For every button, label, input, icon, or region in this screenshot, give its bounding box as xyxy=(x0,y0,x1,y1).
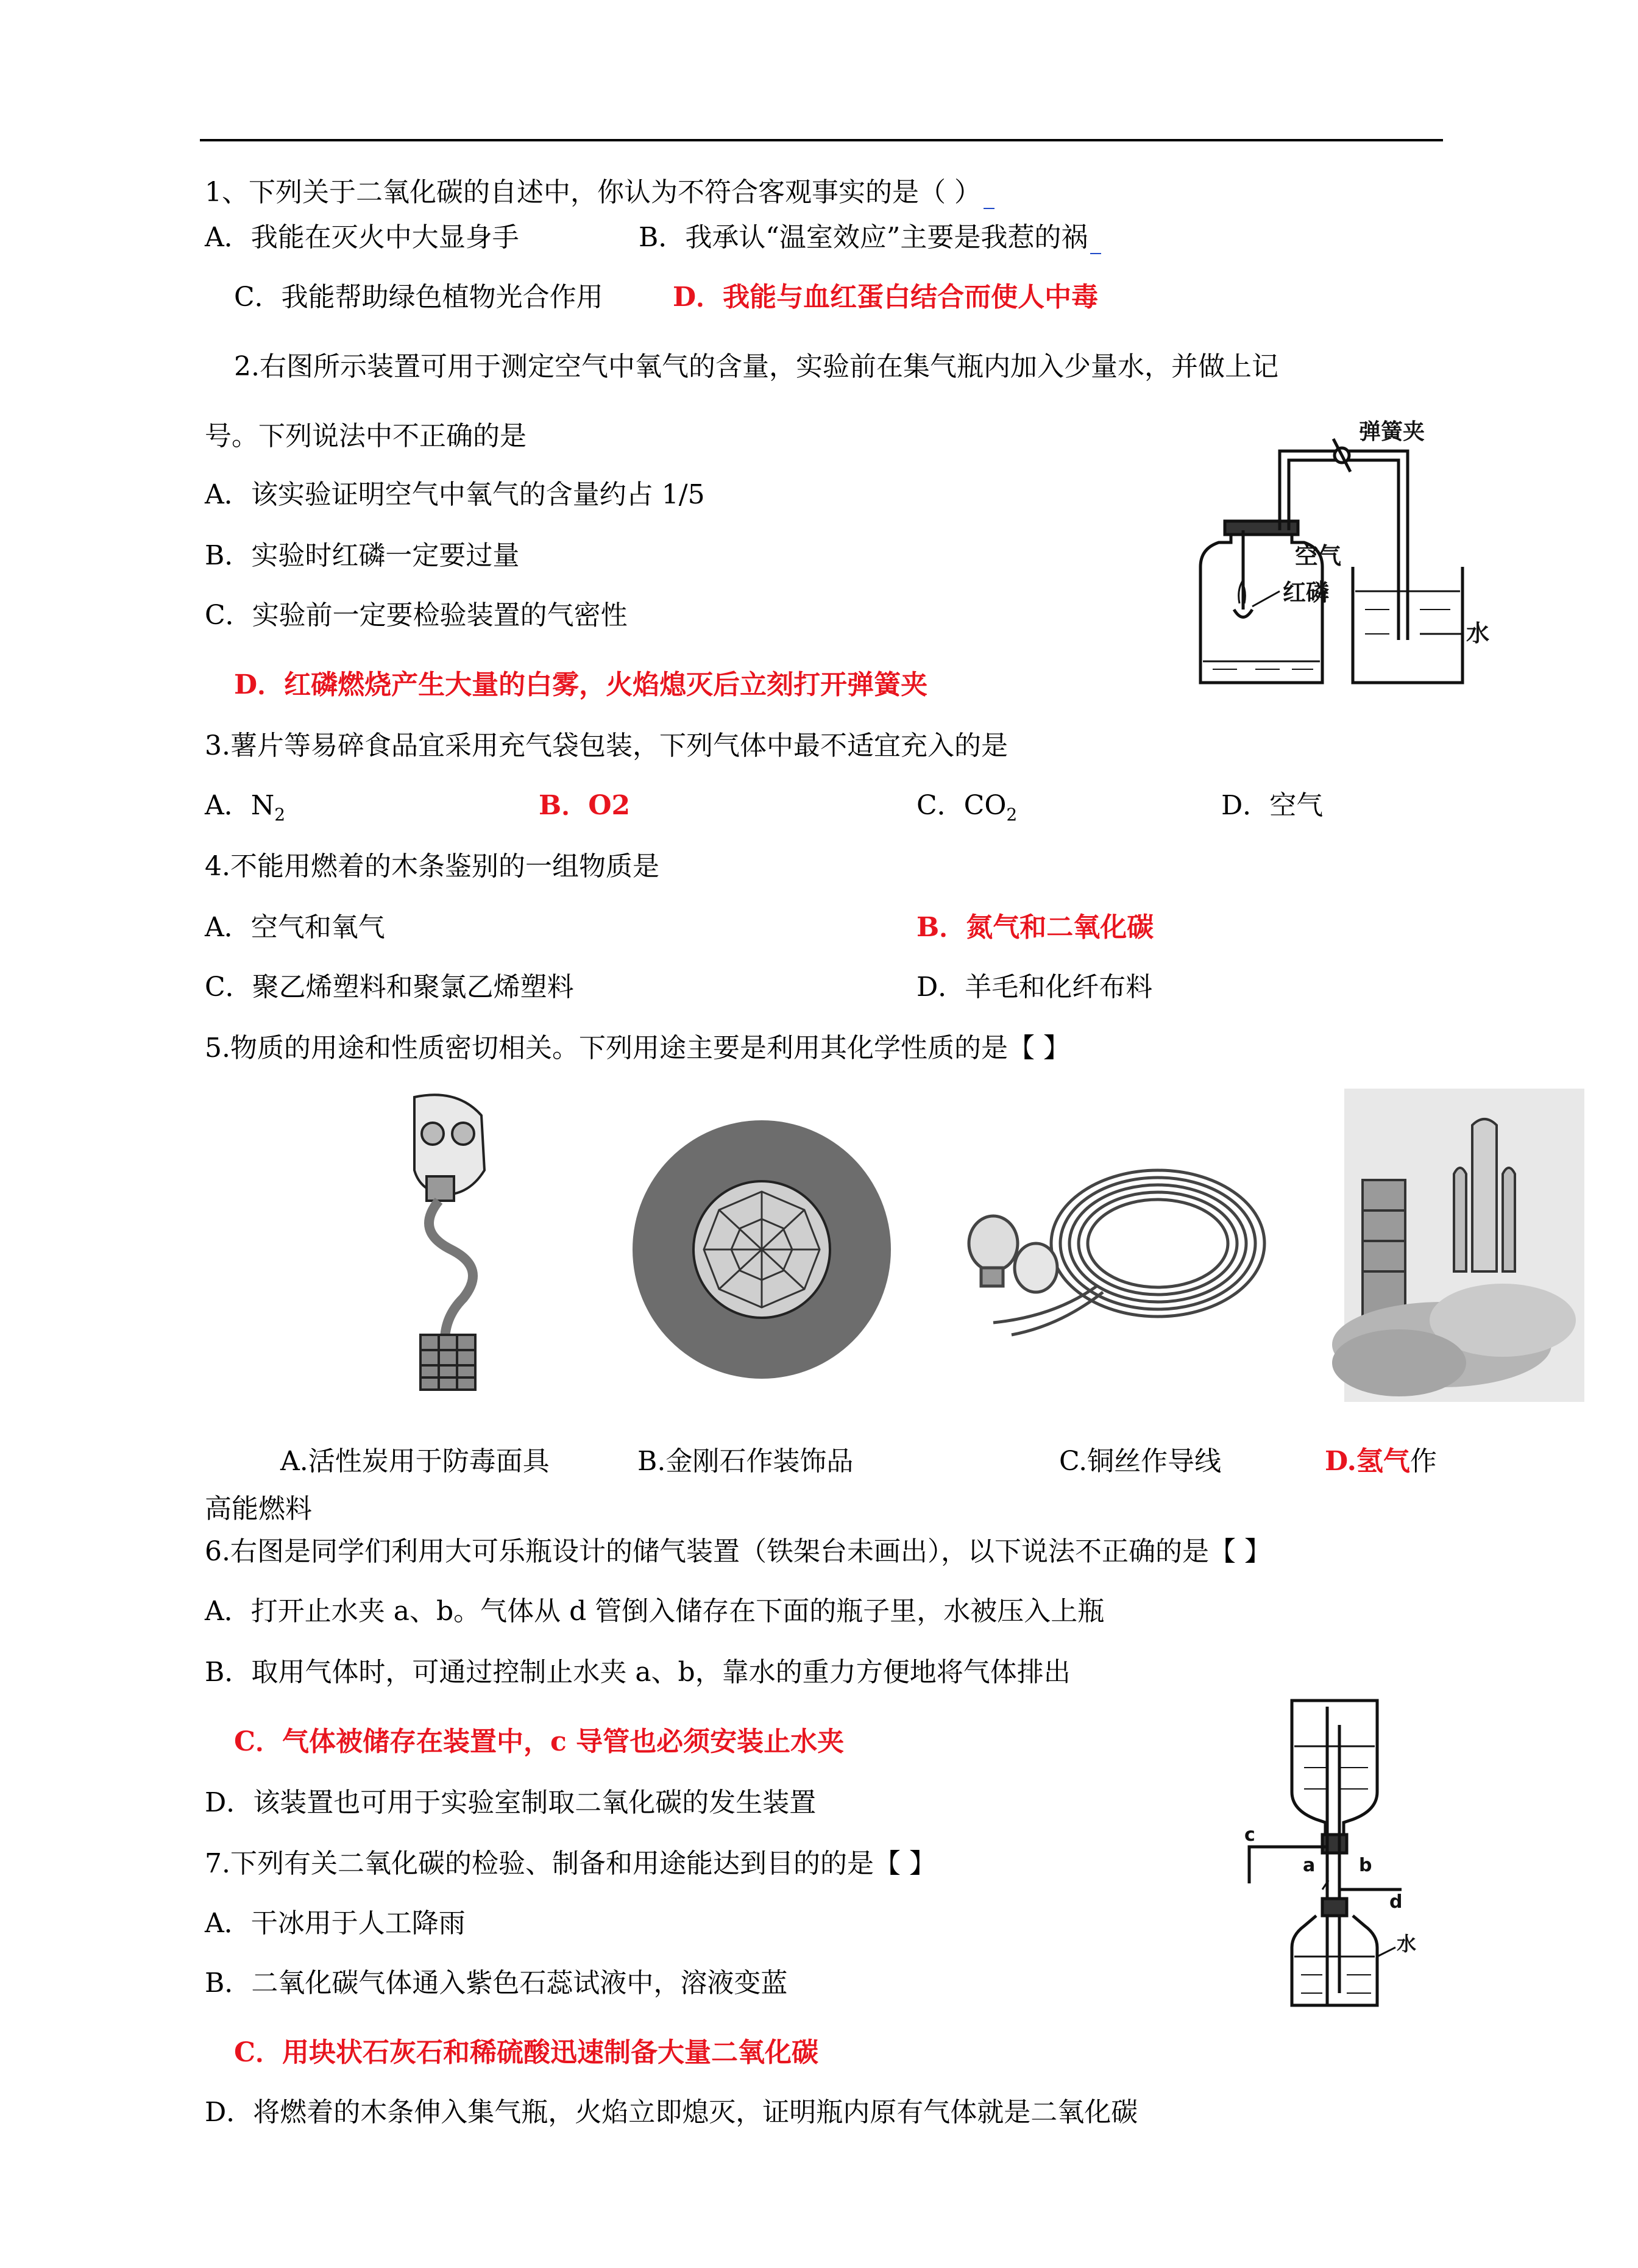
q7-option-a: A．干冰用于人工降雨 xyxy=(205,1908,466,1939)
q4-option-a: A．空气和氧气 xyxy=(205,912,385,943)
q2-stem-line2: 号。下列说法中不正确的是 xyxy=(205,421,526,452)
q7-option-b: B．二氧化碳气体通入紫色石蕊试液中，溶液变蓝 xyxy=(205,1968,788,1999)
q6-option-b: B．取用气体时，可通过控制止水夹 a、b，靠水的重力方便地将气体排出 xyxy=(205,1657,1071,1688)
label-spring-clip: 弹簧夹 xyxy=(1359,419,1425,444)
q1-option-a: A．我能在灭火中大显身手 xyxy=(205,222,519,253)
q4-stem: 4.不能用燃着的木条鉴别的一组物质是 xyxy=(205,851,659,882)
q2-option-d-answer: D．红磷燃烧产生大量的白雾，火焰熄灭后立刻打开弹簧夹 xyxy=(234,669,928,700)
gas-mask-picture xyxy=(378,1091,512,1396)
q5-option-b: B.金刚石作装饰品 xyxy=(637,1446,854,1477)
label-phosphorus: 红磷 xyxy=(1283,579,1330,606)
q1-stem: 1、下列关于二氧化碳的自述中，你认为不符合客观事实的是（ ） xyxy=(205,177,994,209)
q2-option-a: A．该实验证明空气中氧气的含量约占 1/5 xyxy=(205,479,705,510)
q6-option-c-answer: C．气体被储存在装置中，c 导管也必须安装止水夹 xyxy=(234,1726,845,1757)
q4-option-c: C．聚乙烯塑料和聚氯乙烯塑料 xyxy=(205,972,574,1003)
q3-option-c: C．$CO_2$ xyxy=(916,790,1018,825)
q3-option-a: A．$N_2$ xyxy=(205,790,286,825)
q4-option-d: D．羊毛和化纤布料 xyxy=(916,972,1153,1003)
q3-option-b-answer: B．O2 xyxy=(539,790,631,821)
label-c: c xyxy=(1244,1824,1255,1846)
q5-option-d: D.氢气作 xyxy=(1325,1446,1437,1477)
q2-stem-line1: 2.右图所示装置可用于测定空气中氧气的含量，实验前在集气瓶内加入少量水，并做上记 xyxy=(234,351,1278,382)
q6-stem: 6.右图是同学们利用大可乐瓶设计的储气装置（铁架台未画出），以下说法不正确的是【 】 xyxy=(205,1536,1271,1567)
q7-stem: 7.下列有关二氧化碳的检验、制备和用途能达到目的的是【 】 xyxy=(205,1848,936,1879)
label-air: 空气 xyxy=(1295,542,1342,569)
top-rule xyxy=(200,139,1443,141)
q6-option-a: A．打开止水夹 a、b。气体从 d 管倒入储存在下面的瓶子里，水被压入上瓶 xyxy=(205,1596,1105,1627)
rocket-launch-picture xyxy=(1344,1089,1584,1402)
q1-option-d-answer: D．我能与血红蛋白结合而使人中毒 xyxy=(673,282,1099,313)
q7-option-c-answer: C．用块状石灰石和稀硫酸迅速制备大量二氧化碳 xyxy=(234,2037,819,2068)
q6-option-d: D．该装置也可用于实验室制取二氧化碳的发生装置 xyxy=(205,1787,817,1818)
diamond-picture xyxy=(628,1115,896,1384)
q1-option-c: C．我能帮助绿色植物光合作用 xyxy=(234,282,603,313)
q2-option-c: C．实验前一定要检验装置的气密性 xyxy=(205,600,628,631)
q3-option-d: D．空气 xyxy=(1221,790,1324,821)
q3-stem: 3.薯片等易碎食品宜采用充气袋包装，下列气体中最不适宜充入的是 xyxy=(205,730,1008,761)
q5-stem: 5.物质的用途和性质密切相关。下列用途主要是利用其化学性质的是【 】 xyxy=(205,1033,1070,1064)
label-d: d xyxy=(1389,1891,1403,1913)
q4-option-b-answer: B．氮气和二氧化碳 xyxy=(916,912,1154,943)
label-water: 水 xyxy=(1397,1932,1417,1955)
label-water: 水 xyxy=(1466,620,1490,647)
q5-option-d-wrap: 高能燃料 xyxy=(205,1493,312,1524)
q1-option-b: B．我承认“温室效应”主要是我惹的祸 xyxy=(639,222,1101,254)
label-a: a xyxy=(1303,1855,1316,1876)
blue-mark xyxy=(984,208,994,209)
q7-option-d: D．将燃着的木条伸入集气瓶，火焰立即熄灭，证明瓶内原有气体就是二氧化碳 xyxy=(205,2097,1138,2128)
oxygen-apparatus-figure xyxy=(1176,419,1490,695)
q5-option-d-answer: D.氢气 xyxy=(1325,1446,1410,1477)
copper-wire-picture xyxy=(957,1146,1274,1341)
q5-option-c: C.铜丝作导线 xyxy=(1059,1446,1222,1477)
gas-storage-figure xyxy=(1237,1688,1432,2017)
q2-option-b: B．实验时红磷一定要过量 xyxy=(205,540,520,571)
blue-mark xyxy=(1090,253,1101,254)
label-b: b xyxy=(1359,1855,1372,1876)
q5-option-a: A.活性炭用于防毒面具 xyxy=(280,1446,550,1477)
